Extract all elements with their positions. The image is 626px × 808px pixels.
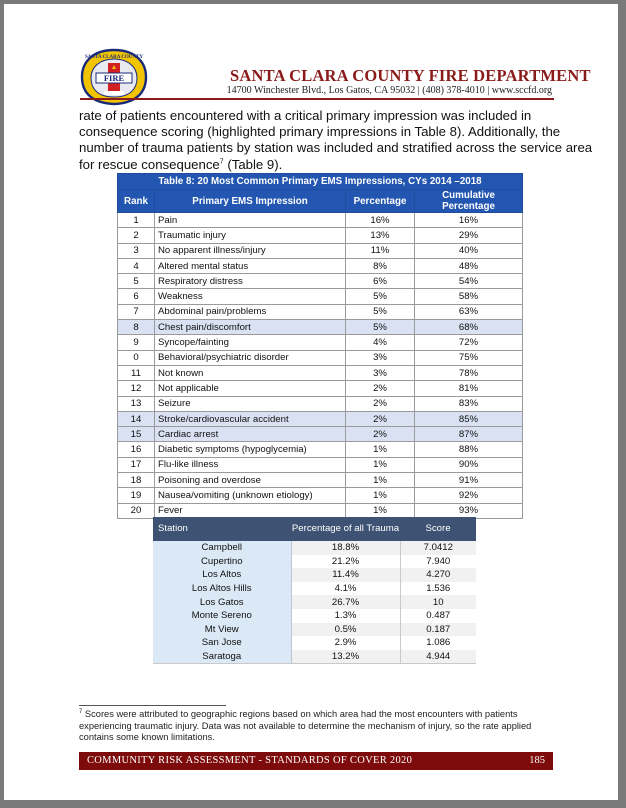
footnote <box>79 709 559 744</box>
rank-cell: 8 <box>118 320 155 335</box>
svg-text:FIRE: FIRE <box>103 73 125 84</box>
footnote-divider <box>79 705 226 706</box>
table-row <box>153 541 476 555</box>
body-line: consequence scoring (highlighted primary impressions in Table 8). Additionally, the <box>79 124 561 140</box>
impression-cell: Chest pain/discomfort <box>155 320 346 335</box>
station-cell: Los Gatos <box>153 595 291 609</box>
percentage-cell: 3% <box>346 365 415 380</box>
table-row <box>118 289 523 304</box>
percentage-cell: 1% <box>346 442 415 457</box>
cumulative-cell: 63% <box>415 304 523 319</box>
table-row <box>118 335 523 350</box>
footnote-reference[interactable]: 7 <box>219 158 224 166</box>
trauma-percentage-cell: 11.4% <box>291 568 400 582</box>
table-row <box>118 427 523 442</box>
cumulative-cell: 75% <box>415 350 523 365</box>
body-text-segment: (Table 9). <box>223 156 283 172</box>
footer-title: COMMUNITY RISK ASSESSMENT - STANDARDS OF COVER 2020 <box>87 755 413 766</box>
percentage-cell: 2% <box>346 396 415 411</box>
impression-cell: Cardiac arrest <box>155 427 346 442</box>
column-header-cumulative: Cumulative Percentage <box>415 190 523 213</box>
impression-cell: Pain <box>155 213 346 228</box>
cumulative-cell: 72% <box>415 335 523 350</box>
percentage-cell: 11% <box>346 243 415 258</box>
percentage-cell: 4% <box>346 335 415 350</box>
table-row <box>118 228 523 243</box>
body-paragraph <box>79 108 593 173</box>
cumulative-cell: 83% <box>415 396 523 411</box>
percentage-cell: 13% <box>346 228 415 243</box>
percentage-cell: 3% <box>346 350 415 365</box>
percentage-cell: 2% <box>346 427 415 442</box>
trauma-percentage-cell: 13.2% <box>291 650 400 664</box>
table-ems-impressions <box>117 173 523 519</box>
impression-cell: Altered mental status <box>155 258 346 273</box>
organization-name: SANTA CLARA COUNTY FIRE DEPARTMENT <box>230 66 591 85</box>
cumulative-cell: 48% <box>415 258 523 273</box>
table-row <box>118 411 523 426</box>
table-row <box>118 274 523 289</box>
percentage-cell: 2% <box>346 381 415 396</box>
table-row <box>118 473 523 488</box>
rank-cell: 15 <box>118 427 155 442</box>
footnote-text: Scores were attributed to geographic regions based on which area had the most encounters with patients experiencing traumatic injury. Data was not available to determine the mechanism of injury, so the rate applied contains some known limitations. <box>79 709 532 742</box>
footnote-marker: 7 <box>79 708 83 715</box>
trauma-percentage-cell: 2.9% <box>291 636 400 650</box>
rank-cell: 18 <box>118 473 155 488</box>
table-row <box>118 213 523 228</box>
station-cell: Los Altos Hills <box>153 582 291 596</box>
percentage-cell: 5% <box>346 304 415 319</box>
cumulative-cell: 85% <box>415 411 523 426</box>
impression-cell: Respiratory distress <box>155 274 346 289</box>
column-header-score: Score <box>400 517 476 541</box>
rank-cell: 9 <box>118 335 155 350</box>
logo-ring-text: SANTA CLARA COUNTY <box>85 55 143 60</box>
table-row <box>118 396 523 411</box>
rank-cell: 0 <box>118 350 155 365</box>
station-cell: Monte Sereno <box>153 609 291 623</box>
impression-cell: Diabetic symptoms (hypoglycemia) <box>155 442 346 457</box>
column-header-trauma-percentage: Percentage of all Trauma <box>291 517 400 541</box>
trauma-percentage-cell: 21.2% <box>291 555 400 569</box>
impression-cell: Syncope/fainting <box>155 335 346 350</box>
table-row <box>118 442 523 457</box>
cumulative-cell: 40% <box>415 243 523 258</box>
column-header-impression: Primary EMS Impression <box>155 190 346 213</box>
score-cell: 4.270 <box>400 568 476 582</box>
rank-cell: 5 <box>118 274 155 289</box>
table-row <box>153 595 476 609</box>
rank-cell: 13 <box>118 396 155 411</box>
document-page <box>4 4 618 800</box>
score-cell: 7.0412 <box>400 541 476 555</box>
impression-cell: Behavioral/psychiatric disorder <box>155 350 346 365</box>
body-line: number of trauma patients by station was included and stratified across the service area <box>79 140 593 156</box>
column-header-station: Station <box>153 517 291 541</box>
percentage-cell: 6% <box>346 274 415 289</box>
trauma-percentage-cell: 18.8% <box>291 541 400 555</box>
cumulative-cell: 68% <box>415 320 523 335</box>
impression-cell: Poisoning and overdose <box>155 473 346 488</box>
score-cell: 4.944 <box>400 650 476 664</box>
table-row <box>153 650 476 664</box>
trauma-percentage-cell: 26.7% <box>291 595 400 609</box>
rank-cell: 4 <box>118 258 155 273</box>
score-cell: 7.940 <box>426 555 451 567</box>
table-row <box>118 304 523 319</box>
cumulative-cell: 29% <box>415 228 523 243</box>
percentage-cell: 1% <box>346 457 415 472</box>
impression-cell: Weakness <box>155 289 346 304</box>
table-row <box>153 568 476 582</box>
impression-cell: Flu-like illness <box>155 457 346 472</box>
page-footer <box>79 752 553 770</box>
rank-cell: 20 <box>118 503 155 518</box>
table-body <box>153 541 476 664</box>
rank-cell: 11 <box>118 365 155 380</box>
rank-cell: 3 <box>118 243 155 258</box>
column-header-percentage: Percentage <box>346 190 415 213</box>
table-trauma-by-station <box>153 517 476 664</box>
table-row <box>118 381 523 396</box>
table-row <box>153 582 476 596</box>
trauma-percentage-cell: 1.3% <box>291 609 400 623</box>
rank-cell: 14 <box>118 411 155 426</box>
cumulative-cell: 93% <box>415 503 523 518</box>
cumulative-cell: 87% <box>415 427 523 442</box>
table-row <box>118 243 523 258</box>
table-title: Table 8: 20 Most Common Primary EMS Impressions, CYs 2014 –2018 <box>118 174 523 190</box>
cumulative-cell: 91% <box>415 473 523 488</box>
cumulative-cell: 16% <box>415 213 523 228</box>
cumulative-cell: 81% <box>415 381 523 396</box>
header-divider <box>80 98 554 100</box>
station-cell: Los Altos <box>153 568 291 582</box>
percentage-cell: 8% <box>346 258 415 273</box>
column-header-rank: Rank <box>118 190 155 213</box>
impression-cell: Abdominal pain/problems <box>155 304 346 319</box>
rank-cell: 17 <box>118 457 155 472</box>
impression-cell: Fever <box>155 503 346 518</box>
cumulative-cell: 92% <box>415 488 523 503</box>
table-row <box>118 365 523 380</box>
score-cell: 0.187 <box>400 623 476 637</box>
trauma-percentage-cell: 0.5% <box>291 623 400 637</box>
rank-cell: 7 <box>118 304 155 319</box>
impression-cell: Seizure <box>155 396 346 411</box>
cumulative-cell: 54% <box>415 274 523 289</box>
percentage-cell: 1% <box>346 488 415 503</box>
score-cell: 0.487 <box>426 610 451 622</box>
body-text-segment: for rescue consequence <box>79 156 220 172</box>
rank-cell: 2 <box>118 228 155 243</box>
impression-cell: No apparent illness/injury <box>155 243 346 258</box>
rank-cell: 12 <box>118 381 155 396</box>
trauma-percentage-cell: 4.1% <box>291 582 400 596</box>
station-cell: Mt View <box>153 623 291 637</box>
percentage-cell: 1% <box>346 473 415 488</box>
impression-cell: Stroke/cardiovascular accident <box>155 411 346 426</box>
impression-cell: Traumatic injury <box>155 228 346 243</box>
station-cell: San Jose <box>153 636 291 650</box>
table-row <box>153 623 476 637</box>
body-line <box>79 157 559 173</box>
cumulative-cell: 78% <box>415 365 523 380</box>
table-row <box>118 350 523 365</box>
score-cell: 10 <box>400 595 476 609</box>
table-row <box>118 320 523 335</box>
cumulative-cell: 90% <box>415 457 523 472</box>
percentage-cell: 5% <box>346 289 415 304</box>
page-number: 185 <box>529 755 545 766</box>
score-cell: 1.086 <box>426 637 451 649</box>
rank-cell: 6 <box>118 289 155 304</box>
body-line: rate of patients encountered with a critical primary impression was included in <box>79 108 532 123</box>
cumulative-cell: 58% <box>415 289 523 304</box>
percentage-cell: 2% <box>346 411 415 426</box>
rank-cell: 1 <box>118 213 155 228</box>
table-row <box>153 555 476 569</box>
table-row <box>118 258 523 273</box>
score-cell: 1.536 <box>426 583 451 595</box>
rank-cell: 19 <box>118 488 155 503</box>
organization-address: 14700 Winchester Blvd., Los Gatos, CA 95032 | (408) 378-4010 | www.sccfd.org <box>226 85 552 96</box>
impression-cell: Nausea/vomiting (unknown etiology) <box>155 488 346 503</box>
cumulative-cell: 88% <box>415 442 523 457</box>
percentage-cell: 1% <box>346 503 415 518</box>
impression-cell: Not known <box>155 365 346 380</box>
impression-cell: Not applicable <box>155 381 346 396</box>
station-cell: Cupertino <box>153 555 291 569</box>
rank-cell: 16 <box>118 442 155 457</box>
station-cell: Saratoga <box>153 650 291 664</box>
table-row <box>153 609 476 623</box>
percentage-cell: 5% <box>346 320 415 335</box>
percentage-cell: 16% <box>346 213 415 228</box>
station-cell: Campbell <box>153 541 291 555</box>
table-row <box>153 636 476 650</box>
table-row <box>118 457 523 472</box>
table-row <box>118 488 523 503</box>
table-body <box>118 213 523 519</box>
